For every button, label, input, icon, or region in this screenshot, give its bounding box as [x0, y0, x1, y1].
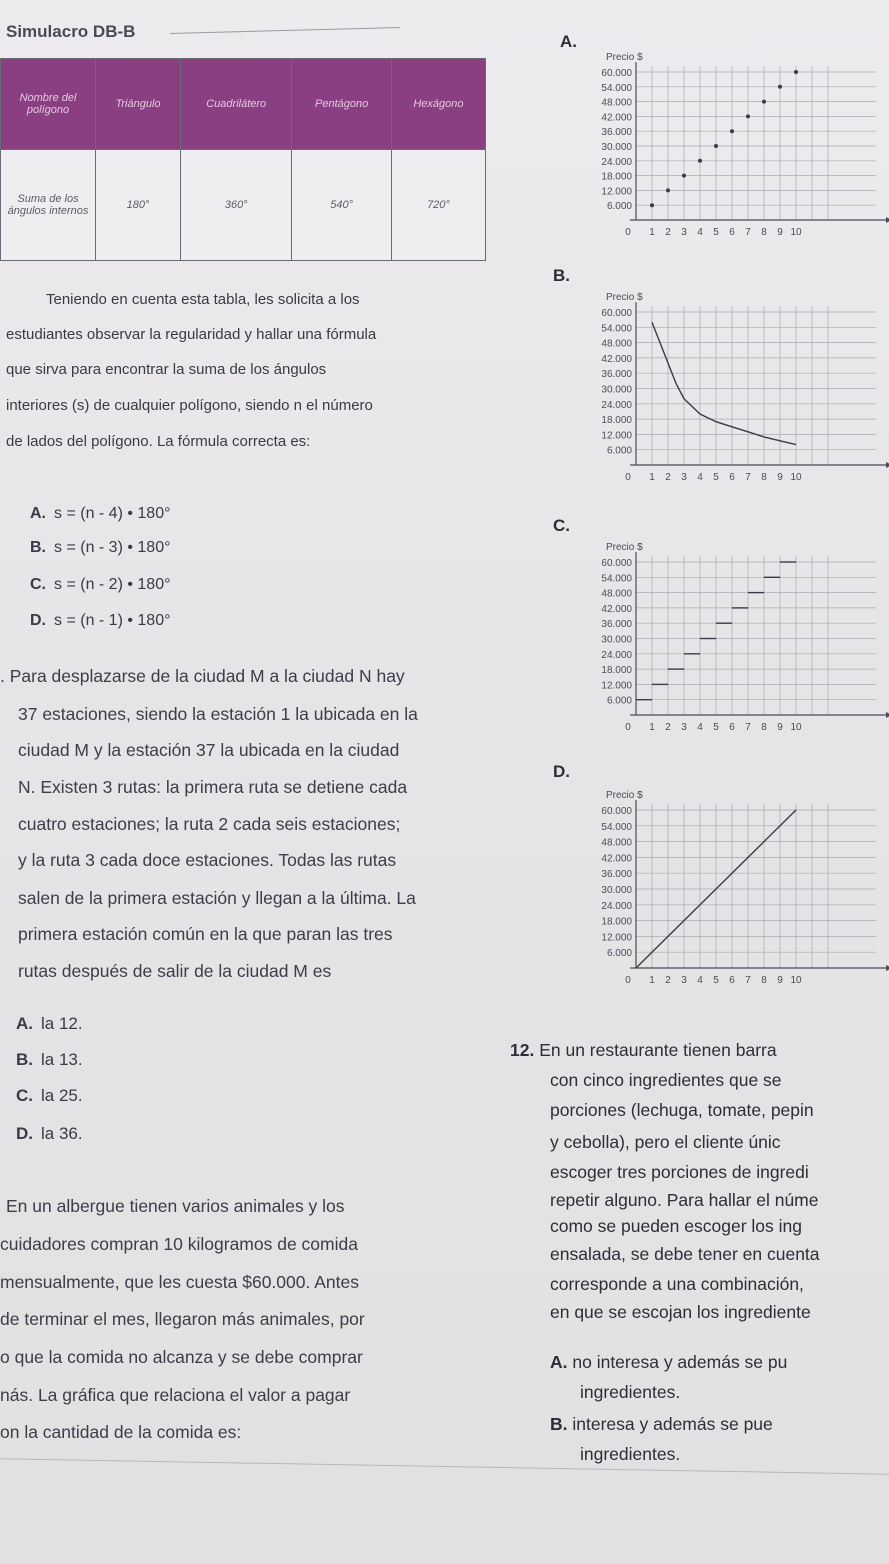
polygon-angle-table: [0, 58, 486, 261]
question-12-number: 12.: [510, 1040, 535, 1060]
chart-b-letter[interactable]: B.: [553, 266, 570, 285]
option-letter: C.: [16, 1086, 33, 1105]
question-12-line: porciones (lechuga, tomate, pepin: [550, 1100, 814, 1120]
y-tick-label: 54.000: [601, 821, 632, 833]
question-12-line: En un restaurante tienen barra: [539, 1040, 777, 1060]
question-11-line: cuatro estaciones; la ruta 2 cada seis estaciones;: [18, 814, 401, 834]
data-point: [746, 114, 750, 118]
data-point: [714, 144, 718, 148]
option-text: s = (n - 2) • 180°: [54, 576, 171, 593]
y-tick-label: 54.000: [601, 82, 632, 94]
option-text: s = (n - 1) • 180°: [54, 612, 171, 629]
question-12-line: corresponde a una combinación,: [550, 1274, 804, 1294]
chart-a-letter[interactable]: A.: [560, 32, 577, 51]
question-11-line: salen de la primera estación y llegan a la última. La: [18, 888, 416, 908]
data-point: [794, 70, 798, 74]
y-tick-label: 48.000: [601, 588, 632, 600]
x-tick-label: 6: [729, 472, 735, 483]
x-tick-label: 9: [777, 975, 783, 986]
x-tick-label: 9: [777, 722, 783, 733]
option-letter: B.: [30, 539, 46, 556]
question-12-line: repetir alguno. Para hallar el núme: [550, 1190, 819, 1210]
question-food-line: nás. La gráfica que relaciona el valor a pagar: [0, 1385, 351, 1405]
option-text: la 36.: [41, 1124, 83, 1143]
y-tick-label: 6.000: [606, 695, 632, 707]
x-tick-label: 8: [761, 472, 767, 483]
y-axis-label: Precio $: [606, 52, 643, 63]
question-food-line: de terminar el mes, llegaron más animales, por: [0, 1309, 365, 1329]
question-10-line: que sirva para encontrar la suma de los ángulos: [6, 361, 327, 378]
x-tick-label: 5: [713, 975, 719, 986]
x-tick-label: 0: [625, 975, 631, 986]
x-tick-label: 3: [681, 227, 687, 238]
y-tick-label: 24.000: [601, 399, 632, 411]
y-tick-label: 60.000: [601, 308, 632, 319]
y-tick-label: 60.000: [601, 558, 632, 569]
table-cell: 540°: [292, 150, 392, 261]
data-point: [666, 188, 670, 192]
x-tick-label: 1: [649, 722, 655, 733]
x-tick-label: 1: [649, 227, 655, 238]
y-tick-label: 54.000: [601, 323, 632, 335]
question-12-line: en que se escojan los ingrediente: [550, 1302, 811, 1322]
x-tick-label: 4: [697, 472, 703, 483]
y-tick-label: 6.000: [606, 948, 632, 960]
question-food-line: mensualmente, que les cuesta $60.000. Antes: [0, 1272, 359, 1292]
x-tick-label: 2: [665, 227, 671, 238]
chart-d-letter[interactable]: D.: [553, 762, 570, 781]
question-11-line: . Para desplazarse de la ciudad M a la ciudad N hay: [0, 666, 405, 686]
y-tick-label: 12.000: [601, 932, 632, 944]
question-food-line: En un albergue tienen varios animales y los: [6, 1196, 345, 1216]
option-a[interactable]: [550, 1352, 787, 1373]
y-tick-label: 42.000: [601, 603, 632, 615]
question-11-line: 37 estaciones, siendo la estación 1 la ubicada en la: [18, 704, 418, 724]
y-tick-label: 12.000: [601, 186, 632, 198]
question-food-line: cuidadores compran 10 kilogramos de comida: [0, 1234, 358, 1254]
option-letter: A.: [30, 505, 46, 522]
y-tick-label: 18.000: [601, 415, 632, 427]
table-header-cell: Hexágono: [391, 59, 485, 150]
x-tick-label: 0: [625, 227, 631, 238]
x-tick-label: 7: [745, 472, 751, 483]
y-tick-label: 24.000: [601, 900, 632, 912]
option-d[interactable]: [16, 1124, 83, 1144]
question-11-line: y la ruta 3 cada doce estaciones. Todas las rutas: [18, 850, 397, 870]
option-a[interactable]: [30, 505, 171, 523]
x-tick-label: 3: [681, 472, 687, 483]
question-10-line: Teniendo en cuenta esta tabla, les solicita a los: [46, 291, 360, 308]
option-c[interactable]: [16, 1086, 83, 1106]
y-tick-label: 48.000: [601, 837, 632, 849]
x-tick-label: 5: [713, 472, 719, 483]
y-tick-label: 60.000: [601, 806, 632, 817]
question-10-line: de lados del polígono. La fórmula correcta es:: [6, 433, 311, 450]
option-b-continuation: ingredientes.: [580, 1444, 681, 1464]
y-tick-label: 36.000: [601, 619, 632, 631]
data-point: [778, 85, 782, 89]
x-tick-label: 4: [697, 227, 703, 238]
y-tick-label: 48.000: [601, 97, 632, 109]
x-tick-label: 7: [745, 227, 751, 238]
y-tick-label: 18.000: [601, 665, 632, 677]
table-header-row: [1, 59, 486, 150]
option-text: s = (n - 4) • 180°: [54, 505, 171, 522]
page-edge-line: [0, 1458, 889, 1475]
option-a-continuation: ingredientes.: [580, 1382, 681, 1402]
x-tick-label: 8: [761, 975, 767, 986]
option-letter: B.: [16, 1050, 33, 1069]
question-12-line: y cebolla), pero el cliente únic: [550, 1132, 781, 1152]
y-tick-label: 36.000: [601, 127, 632, 139]
x-tick-label: 8: [761, 227, 767, 238]
table-header-cell: Cuadrilátero: [181, 59, 292, 150]
x-tick-label: 10: [790, 975, 802, 986]
x-tick-label: 6: [729, 975, 735, 986]
chart-a: [560, 40, 889, 250]
y-tick-label: 36.000: [601, 869, 632, 881]
question-food-line: on la cantidad de la comida es:: [0, 1422, 242, 1442]
x-tick-label: 7: [745, 722, 751, 733]
page-title: Simulacro DB-B: [6, 22, 136, 41]
y-tick-label: 6.000: [606, 445, 632, 457]
x-tick-label: 3: [681, 722, 687, 733]
data-point: [698, 159, 702, 163]
x-tick-label: 6: [729, 227, 735, 238]
question-11-line: N. Existen 3 rutas: la primera ruta se detiene cada: [18, 777, 408, 797]
x-tick-label: 9: [777, 227, 783, 238]
y-tick-label: 24.000: [601, 156, 632, 168]
series-line: [652, 322, 796, 444]
table-row-label-header: Nombre del polígono: [1, 59, 96, 150]
question-12-line: como se pueden escoger los ing: [550, 1216, 802, 1236]
x-tick-label: 0: [625, 472, 631, 483]
option-b[interactable]: [550, 1414, 773, 1435]
question-12-line: con cinco ingredientes que se: [550, 1070, 782, 1090]
data-point: [762, 100, 766, 104]
x-tick-label: 8: [761, 722, 767, 733]
y-axis-label: Precio $: [606, 542, 643, 553]
y-axis-label: Precio $: [606, 790, 643, 801]
table-cell: 180°: [96, 150, 181, 261]
option-letter: C.: [30, 576, 46, 593]
table-cell: 360°: [181, 150, 292, 261]
question-10-line: interiores (s) de cualquier polígono, siendo n el número: [6, 397, 373, 414]
x-tick-label: 4: [697, 975, 703, 986]
option-a[interactable]: [16, 1014, 83, 1034]
chart-b: [560, 280, 889, 495]
x-tick-label: 2: [665, 472, 671, 483]
question-10-line: estudiantes observar la regularidad y hallar una fórmula: [6, 326, 377, 343]
question-food-line: o que la comida no alcanza y se debe comprar: [0, 1347, 363, 1367]
question-11-line: rutas después de salir de la ciudad M es: [18, 961, 332, 981]
option-b[interactable]: [30, 539, 171, 557]
x-tick-label: 1: [649, 975, 655, 986]
y-tick-label: 54.000: [601, 573, 632, 585]
y-tick-label: 12.000: [601, 680, 632, 692]
y-tick-label: 60.000: [601, 68, 632, 79]
option-text: no interesa y además se pu: [572, 1352, 788, 1372]
y-tick-label: 30.000: [601, 634, 632, 646]
table-cell: 720°: [391, 150, 485, 261]
y-tick-label: 36.000: [601, 369, 632, 381]
y-axis-label: Precio $: [606, 292, 643, 303]
data-point: [682, 174, 686, 178]
title-rule: [170, 27, 400, 34]
y-tick-label: 42.000: [601, 853, 632, 865]
table-header-cell: Triángulo: [96, 59, 181, 150]
chart-c-letter[interactable]: C.: [553, 516, 570, 535]
option-c[interactable]: [30, 576, 171, 594]
y-tick-label: 6.000: [606, 201, 632, 213]
question-12-first-line: [510, 1040, 777, 1061]
y-tick-label: 18.000: [601, 171, 632, 183]
y-tick-label: 18.000: [601, 916, 632, 928]
option-letter: A.: [16, 1014, 33, 1033]
question-11-line: ciudad M y la estación 37 la ubicada en la ciudad: [18, 740, 400, 760]
x-tick-label: 0: [625, 722, 631, 733]
x-tick-label: 5: [713, 227, 719, 238]
option-text: la 13.: [41, 1050, 83, 1069]
option-letter: D.: [30, 612, 46, 629]
x-tick-label: 6: [729, 722, 735, 733]
x-tick-label: 2: [665, 722, 671, 733]
y-tick-label: 30.000: [601, 384, 632, 396]
data-point: [730, 129, 734, 133]
option-letter: D.: [16, 1124, 33, 1143]
question-11-line: primera estación común en la que paran las tres: [18, 924, 393, 944]
table-row: [1, 150, 486, 261]
option-letter: A.: [550, 1352, 568, 1372]
x-tick-label: 10: [790, 722, 802, 733]
option-text: la 25.: [41, 1086, 83, 1105]
y-tick-label: 24.000: [601, 649, 632, 661]
x-tick-label: 4: [697, 722, 703, 733]
question-12-line: ensalada, se debe tener en cuenta: [550, 1244, 820, 1264]
x-tick-label: 10: [790, 472, 802, 483]
data-point: [650, 203, 654, 207]
x-tick-label: 5: [713, 722, 719, 733]
table-header-cell: Pentágono: [292, 59, 392, 150]
option-d[interactable]: [30, 612, 171, 630]
y-tick-label: 42.000: [601, 353, 632, 365]
option-text: la 12.: [41, 1014, 83, 1033]
y-tick-label: 30.000: [601, 885, 632, 896]
x-tick-label: 1: [649, 472, 655, 483]
x-tick-label: 9: [777, 472, 783, 483]
chart-c: [560, 530, 889, 745]
option-text: s = (n - 3) • 180°: [54, 539, 171, 556]
table-row-label: Suma de los ángulos internos: [1, 150, 96, 261]
option-b[interactable]: [16, 1050, 83, 1070]
x-tick-label: 10: [790, 227, 802, 238]
x-tick-label: 3: [681, 975, 687, 986]
x-tick-label: 2: [665, 975, 671, 986]
y-tick-label: 42.000: [601, 112, 632, 124]
y-tick-label: 48.000: [601, 338, 632, 350]
chart-d: [560, 778, 889, 998]
y-tick-label: 30.000: [601, 142, 632, 153]
x-tick-label: 7: [745, 975, 751, 986]
question-12-line: escoger tres porciones de ingredi: [550, 1162, 809, 1182]
option-letter: B.: [550, 1414, 568, 1434]
option-text: interesa y además se pue: [572, 1414, 773, 1434]
y-tick-label: 12.000: [601, 430, 632, 442]
